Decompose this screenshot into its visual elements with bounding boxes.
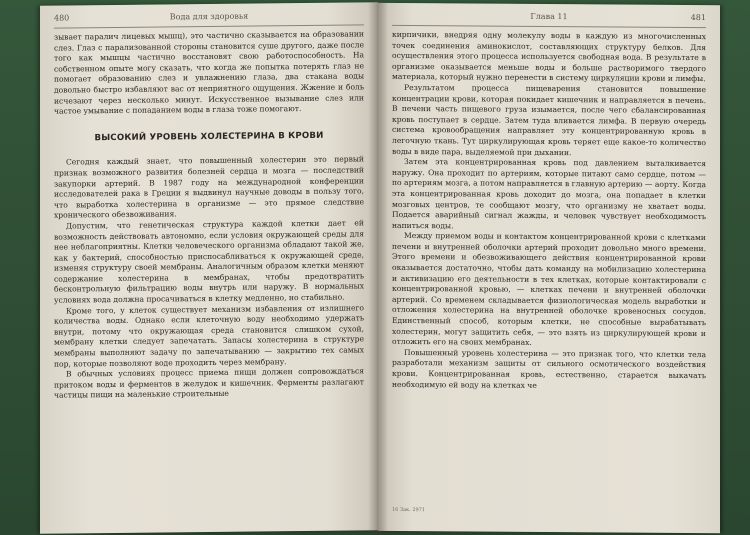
paragraph: Затем эта концентрированная кровь под давлением выталкивается наружу. Она проходит по артериям, которые питают само сердце, потом — по артериям мозга, а потом направляется в главную артерию — аорту. Когда эта концентрированная кровь доходит до мозга, она попадает в клетки мозговых центров, те сообщают мозгу, что организму не хватает воды. Подается аварийный сигнал жажды, и человек чувствует необходимость напиться воды. xyxy=(392,157,706,231)
book-gutter-shadow xyxy=(368,0,388,535)
left-page-number: 480 xyxy=(54,13,70,23)
left-running-title: Вода для здоровья xyxy=(169,11,249,22)
paragraph: Сегодня каждый знает, что повышенный холестерин это первый признак возможного развития болезней сердца и мозга — последствий закупорки артерий. В 1987 году на международной конференции исследователей рака в Греции я выдвинул научные доводы в пользу того, что выработка холестерина в организме — это прямое следствие хронического обезвоживания. xyxy=(54,154,364,220)
left-running-head xyxy=(54,10,364,28)
paragraph: Кроме того, у клеток существует механизм избавления от излишнего количества воды. Однако если клеточную воду необходимо удержать внутри, потому что окружающая среда становится слишком сухой, мембрану клетки следует запечатать. Запасы холестерина в структуре мембраны выполняют задачу по запечатыванию — закрытию тех самых пор, которые позволяют воде проходить через мембрану. xyxy=(54,303,364,369)
paragraph: Результатом процесса пищеварения становится повышение концентрации крови, которая покидает кишечник и направляется в печень. В печени часть пищевого груза изымается, после чего сбалансированная кровь поступает в сердце. Затем туда вливается лимфа. В первую очередь система кровообращения направляет эту концентрированную кровь в легочную ткань. Тут циркулирующая кровь теряет еще какое-то количество воды в виде пара, выделяемой при дыхании. xyxy=(392,82,706,157)
paragraph: В обычных условиях процесс приема пищи должен сопровождаться притоком воды и ферментов в желудок и кишечник. Ферменты разлагают частицы пищи на маленькие строительные xyxy=(54,366,364,401)
paragraph: кирпичики, внедряя одну молекулу воды в каждую из многочисленных точек соединения аминокислот, составляющих структуру белков. Для осуществления этого процесса используется свободная вода. В результате в организме оказывается меньше воды и больше растворимого твердого материала, который нужно перенести в систему циркуляции крови и лимфы. xyxy=(392,29,706,84)
paragraph: зывает паралич лицевых мышц), это частично сказывается на образовании слез. Глаз с парализованной стороны становится суше другого, даже после того как мышцы частично восстановят свою работоспособность. На собственном опыте могу сказать, что когда же попытка потерять глаз не помогает образованию слез и увлажнению глаза, два стакана воды довольно быстро избавляют вас от неприятного ощущения. Жжение и боль исчезают через несколько минут. Искусственное вызывание слез или частое умывание с попаданием воды в глаза тоже помогают. xyxy=(54,29,364,116)
left-page xyxy=(40,2,378,534)
section-heading: ВЫСОКИЙ УРОВЕНЬ ХОЛЕСТЕРИНА В КРОВИ xyxy=(94,130,324,143)
right-page-body xyxy=(392,30,706,392)
right-running-head xyxy=(392,11,706,28)
left-page-body xyxy=(54,29,364,401)
right-page-number: 481 xyxy=(690,12,706,23)
paragraph: Между приемом воды и контактом концентрированной крови с клетками печени и внутренней оболочки артерий проходит довольно много времени. Этого времени и обезвоживающего действия концентрированной крови оказывается достаточно, чтобы дать команду на мобилизацию холестерина и активизацию его деятельности в тех клетках, которые контактировали с концентрированной кровью, — клетках печени и внутренней оболочки артерий. Со временем складывается физиологическая модель выработки и отложения холестерина на внутренней оболочке кровеносных сосудов. Единственный способ, которым клетки, не способные вырабатывать холестерин, могут защитить себя, — это взять из циркулирующей крови и отложить его на своих мембранах. xyxy=(392,231,706,348)
printer-signature: 16 Зак. 2971 xyxy=(392,506,426,514)
right-running-title: Глава 11 xyxy=(530,11,568,22)
paragraph: Повышенный уровень холестерина — это признак того, что клетки тела разработали механизм защиты от сильного осмотического воздействия крови. Концентрированная кровь, естественно, старается выкачать необходимую ей воду на клетках че xyxy=(392,347,706,390)
right-page xyxy=(378,3,720,533)
paragraph: Допустим, что генетическая структура каждой клетки дает ей возможность действовать автономно, если условия окружающей среды для нее неблагоприятны. Клетки человеческого организма обладают такой же, как у бактерий, способностью приспосабливаться к окружающей среде, изменяя структуру своей мембраны. Аналогичным образом клетки меняют содержание холестерина в мембранах, чтобы предотвратить бесконтрольную фильтрацию воды внутрь или наружу. В нормальных условиях вода должна просачиваться в клетку медленно, но стабильно. xyxy=(54,218,364,305)
